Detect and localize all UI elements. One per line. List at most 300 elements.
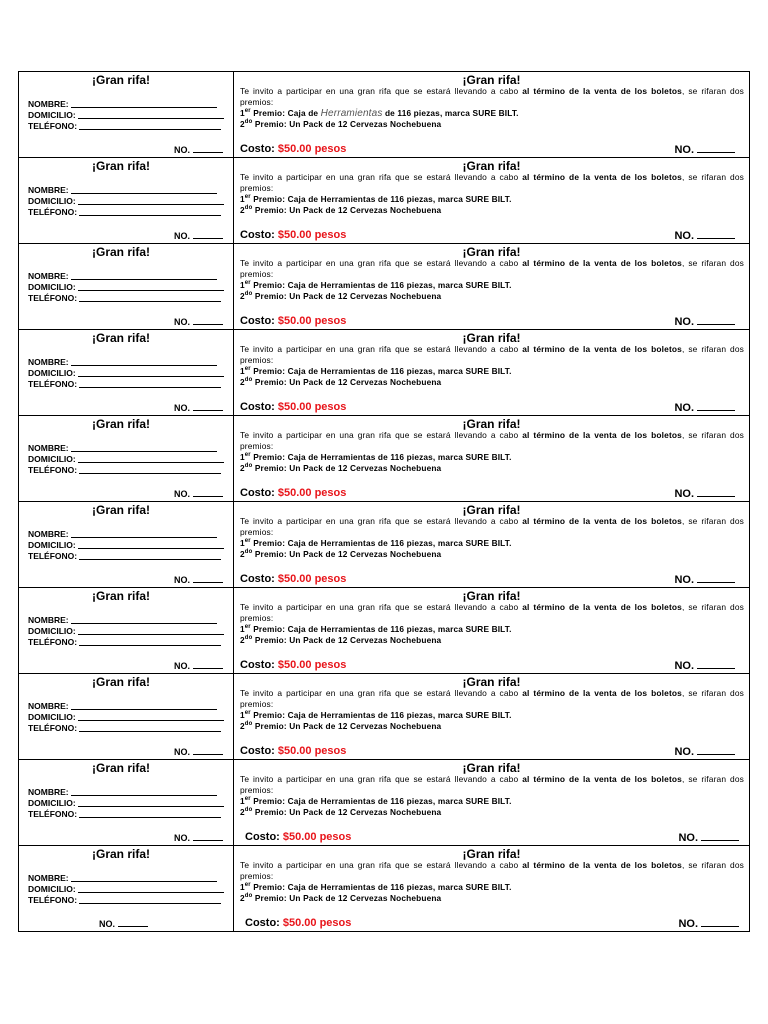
second-prize — [240, 463, 744, 474]
stub-fields — [28, 529, 224, 562]
second-prize-ordinal-suffix: do — [244, 291, 253, 298]
domicilio-blank-line[interactable] — [78, 368, 224, 377]
domicilio-blank-line[interactable] — [78, 454, 224, 463]
ticket-cost — [240, 315, 346, 327]
second-prize-ordinal-suffix: do — [244, 119, 253, 126]
second-prize-ordinal-suffix: do — [244, 893, 253, 900]
stub-fields — [28, 701, 224, 734]
raffle-description — [240, 344, 744, 388]
stub-number-label: NO. — [173, 575, 190, 585]
stub-fields — [28, 271, 224, 304]
nombre-label: NOMBRE: — [28, 529, 69, 539]
nombre-blank-line[interactable] — [71, 873, 217, 882]
domicilio-blank-line[interactable] — [78, 110, 224, 119]
stub-number — [174, 145, 223, 155]
first-prize — [240, 624, 744, 635]
intro-text: Te invito a participar en una gran rifa que se estará llevando a cabo — [240, 602, 519, 612]
nombre-label: NOMBRE: — [28, 443, 69, 453]
nombre-field[interactable] — [28, 787, 224, 798]
second-prize — [240, 807, 744, 818]
intro-tail-text: , se rifaran dos premios: — [240, 688, 744, 709]
first-prize-ordinal: 1 — [240, 882, 245, 892]
first-prize-text: Premio: Caja de Herramientas de 116 piezas, marca SURE BILT. — [253, 710, 512, 720]
telefono-field[interactable] — [28, 637, 224, 648]
first-prize-text: Premio: Caja de Herramientas de 116 piezas, marca SURE BILT. — [253, 194, 512, 204]
cost-amount: $50.00 pesos — [282, 831, 352, 843]
raffle-description — [240, 688, 744, 732]
domicilio-label: DOMICILIO: — [28, 540, 76, 550]
first-prize — [240, 366, 744, 377]
ticket-cost — [240, 573, 346, 585]
domicilio-field[interactable] — [28, 196, 224, 207]
raffle-ticket — [19, 760, 750, 846]
stub-title: ¡Gran rifa! — [91, 675, 150, 689]
intro-bold-text: al término de la venta de los boletos — [522, 774, 682, 784]
telefono-field[interactable] — [28, 895, 224, 906]
main-number-label: NO. — [674, 316, 694, 328]
domicilio-field[interactable] — [28, 884, 224, 895]
main-title: ¡Gran rifa! — [462, 245, 521, 259]
stub-number — [174, 489, 223, 499]
nombre-field[interactable] — [28, 357, 224, 368]
first-prize-text-post: de 116 piezas, marca SURE BILT. — [384, 108, 519, 118]
main-number — [674, 574, 735, 586]
second-prize-text: Premio: Un Pack de 12 Cervezas Nochebuena — [254, 721, 442, 731]
intro-bold-text: al término de la venta de los boletos — [522, 258, 682, 268]
ticket-cost — [240, 487, 346, 499]
telefono-field[interactable] — [28, 379, 224, 390]
first-prize-ordinal: 1 — [240, 194, 245, 204]
second-prize-text: Premio: Un Pack de 12 Cervezas Nochebuena — [254, 205, 442, 215]
main-title: ¡Gran rifa! — [462, 589, 521, 603]
main-title: ¡Gran rifa! — [462, 73, 521, 87]
ticket-cost — [245, 831, 351, 843]
main-number-label: NO. — [674, 144, 694, 156]
nombre-blank-line[interactable] — [71, 185, 217, 194]
first-prize-text: Premio: Caja de Herramientas de 116 piezas, marca SURE BILT. — [253, 280, 512, 290]
stub-number — [174, 231, 223, 241]
stub-title: ¡Gran rifa! — [91, 847, 150, 861]
second-prize-ordinal: 2 — [240, 119, 245, 129]
second-prize — [240, 119, 744, 130]
telefono-label: TELÉFONO: — [28, 809, 78, 819]
main-number-label: NO. — [674, 402, 694, 414]
nombre-blank-line[interactable] — [71, 787, 217, 796]
main-number-blank-line[interactable] — [697, 746, 735, 755]
raffle-description — [240, 516, 744, 560]
stub-number-blank-line[interactable] — [193, 575, 223, 583]
raffle-ticket — [19, 588, 750, 674]
intro-text: Te invito a participar en una gran rifa que se estará llevando a cabo — [240, 86, 519, 96]
first-prize-ordinal: 1 — [240, 452, 245, 462]
cost-amount: $50.00 pesos — [277, 659, 347, 671]
nombre-label: NOMBRE: — [28, 615, 69, 625]
intro-tail-text: , se rifaran dos premios: — [240, 774, 744, 795]
second-prize-text: Premio: Un Pack de 12 Cervezas Nochebuena — [254, 291, 442, 301]
cost-amount: $50.00 pesos — [277, 315, 347, 327]
nombre-field[interactable] — [28, 701, 224, 712]
second-prize-ordinal-suffix: do — [244, 807, 253, 814]
domicilio-field[interactable] — [28, 368, 224, 379]
ticket-main — [234, 330, 750, 415]
second-prize-ordinal: 2 — [240, 291, 245, 301]
domicilio-field[interactable] — [28, 712, 224, 723]
main-number-label: NO. — [678, 832, 698, 844]
stub-number-blank-line[interactable] — [193, 145, 223, 153]
stub-number-label: NO. — [173, 661, 190, 671]
telefono-label: TELÉFONO: — [28, 637, 78, 647]
cost-label: Costo: — [240, 401, 275, 413]
stub-fields — [28, 443, 224, 476]
cost-amount: $50.00 pesos — [277, 401, 347, 413]
intro-text: Te invito a participar en una gran rifa que se estará llevando a cabo — [240, 774, 519, 784]
intro-bold-text: al término de la venta de los boletos — [522, 86, 682, 96]
main-number — [674, 316, 735, 328]
stub-title: ¡Gran rifa! — [91, 331, 150, 345]
domicilio-field[interactable] — [28, 454, 224, 465]
nombre-field[interactable] — [28, 99, 224, 110]
first-prize-ordinal-suffix: er — [244, 280, 251, 287]
domicilio-field[interactable] — [28, 540, 224, 551]
cost-amount: $50.00 pesos — [277, 487, 347, 499]
intro-bold-text: al término de la venta de los boletos — [522, 516, 682, 526]
intro-bold-text: al término de la venta de los boletos — [522, 172, 682, 182]
nombre-label: NOMBRE: — [28, 357, 69, 367]
second-prize-text: Premio: Un Pack de 12 Cervezas Nochebuena — [254, 377, 442, 387]
cost-amount: $50.00 pesos — [282, 917, 352, 929]
intro-tail-text: , se rifaran dos premios: — [240, 86, 744, 107]
stub-number-blank-line[interactable] — [193, 833, 223, 841]
raffle-ticket — [19, 502, 750, 588]
first-prize — [240, 710, 744, 721]
raffle-ticket — [19, 72, 750, 158]
intro-tail-text: , se rifaran dos premios: — [240, 430, 744, 451]
main-number-label: NO. — [674, 230, 694, 242]
telefono-label: TELÉFONO: — [28, 293, 78, 303]
telefono-blank-line[interactable] — [79, 465, 221, 474]
stub-number-label: NO. — [99, 919, 116, 929]
domicilio-label: DOMICILIO: — [28, 282, 76, 292]
ticket-stub — [19, 502, 234, 587]
second-prize-ordinal-suffix: do — [244, 205, 253, 212]
raffle-ticket — [19, 416, 750, 502]
cost-label: Costo: — [240, 229, 275, 241]
first-prize — [240, 796, 744, 807]
second-prize-ordinal: 2 — [240, 893, 245, 903]
second-prize-text: Premio: Un Pack de 12 Cervezas Nochebuena — [254, 893, 442, 903]
raffle-ticket — [19, 244, 750, 330]
intro-text: Te invito a participar en una gran rifa que se estará llevando a cabo — [240, 688, 519, 698]
domicilio-blank-line[interactable] — [78, 282, 224, 291]
telefono-blank-line[interactable] — [79, 293, 221, 302]
nombre-blank-line[interactable] — [71, 271, 217, 280]
first-prize-text: Premio: Caja de Herramientas de 116 piezas, marca SURE BILT. — [253, 882, 512, 892]
telefono-blank-line[interactable] — [79, 551, 221, 560]
main-number-blank-line[interactable] — [701, 918, 739, 927]
raffle-description — [240, 430, 744, 474]
intro-text: Te invito a participar en una gran rifa que se estará llevando a cabo — [240, 172, 519, 182]
domicilio-label: DOMICILIO: — [28, 626, 76, 636]
ticket-main — [234, 502, 750, 587]
intro-tail-text: , se rifaran dos premios: — [240, 516, 744, 537]
second-prize-text: Premio: Un Pack de 12 Cervezas Nochebuena — [254, 635, 442, 645]
stub-fields — [28, 787, 224, 820]
second-prize — [240, 549, 744, 560]
cost-label: Costo: — [240, 315, 275, 327]
telefono-field[interactable] — [28, 723, 224, 734]
raffle-ticket — [19, 846, 750, 932]
second-prize-ordinal-suffix: do — [244, 463, 253, 470]
second-prize — [240, 291, 744, 302]
ticket-stub — [19, 72, 234, 157]
stub-number-label: NO. — [173, 317, 190, 327]
stub-fields — [28, 615, 224, 648]
stub-number-blank-line[interactable] — [118, 919, 148, 927]
telefono-field[interactable] — [28, 551, 224, 562]
telefono-blank-line[interactable] — [79, 723, 221, 732]
main-title: ¡Gran rifa! — [462, 675, 521, 689]
intro-bold-text: al término de la venta de los boletos — [522, 344, 682, 354]
telefono-blank-line[interactable] — [79, 207, 221, 216]
stub-number-blank-line[interactable] — [193, 661, 223, 669]
first-prize — [240, 280, 744, 291]
domicilio-blank-line[interactable] — [78, 540, 224, 549]
first-prize-ordinal: 1 — [240, 108, 245, 118]
main-number-blank-line[interactable] — [697, 660, 735, 669]
ticket-main — [234, 244, 750, 329]
raffle-ticket — [19, 330, 750, 416]
stub-number-blank-line[interactable] — [193, 317, 223, 325]
intro-text: Te invito a participar en una gran rifa que se estará llevando a cabo — [240, 344, 519, 354]
raffle-ticket — [19, 158, 750, 244]
nombre-field[interactable] — [28, 185, 224, 196]
main-number-blank-line[interactable] — [701, 832, 739, 841]
ticket-main — [234, 760, 750, 845]
stub-title: ¡Gran rifa! — [91, 589, 150, 603]
nombre-field[interactable] — [28, 529, 224, 540]
second-prize-text: Premio: Un Pack de 12 Cervezas Nochebuena — [254, 119, 442, 129]
intro-bold-text: al término de la venta de los boletos — [522, 602, 682, 612]
intro-tail-text: , se rifaran dos premios: — [240, 258, 744, 279]
nombre-label: NOMBRE: — [28, 873, 69, 883]
second-prize-ordinal: 2 — [240, 635, 245, 645]
stub-number-blank-line[interactable] — [193, 231, 223, 239]
nombre-field[interactable] — [28, 443, 224, 454]
first-prize-ordinal-suffix: er — [244, 108, 251, 115]
telefono-label: TELÉFONO: — [28, 895, 78, 905]
nombre-blank-line[interactable] — [71, 357, 217, 366]
raffle-description — [240, 258, 744, 302]
main-number-blank-line[interactable] — [697, 488, 735, 497]
intro-tail-text: , se rifaran dos premios: — [240, 344, 744, 365]
stub-title: ¡Gran rifa! — [91, 245, 150, 259]
first-prize-ordinal-suffix: er — [244, 796, 251, 803]
domicilio-label: DOMICILIO: — [28, 798, 76, 808]
ticket-stub — [19, 244, 234, 329]
nombre-blank-line[interactable] — [71, 701, 217, 710]
nombre-label: NOMBRE: — [28, 185, 69, 195]
cost-label: Costo: — [240, 573, 275, 585]
first-prize-text-pre: Premio: Caja de — [253, 108, 319, 118]
cost-amount: $50.00 pesos — [277, 745, 347, 757]
nombre-field[interactable] — [28, 271, 224, 282]
ticket-main — [234, 416, 750, 501]
telefono-field[interactable] — [28, 465, 224, 476]
main-title: ¡Gran rifa! — [462, 331, 521, 345]
domicilio-blank-line[interactable] — [78, 884, 224, 893]
telefono-field[interactable] — [28, 207, 224, 218]
intro-bold-text: al término de la venta de los boletos — [522, 430, 682, 440]
main-number-blank-line[interactable] — [697, 316, 735, 325]
telefono-field[interactable] — [28, 809, 224, 820]
main-title: ¡Gran rifa! — [462, 503, 521, 517]
intro-text: Te invito a participar en una gran rifa que se estará llevando a cabo — [240, 860, 519, 870]
main-number-blank-line[interactable] — [697, 402, 735, 411]
stub-number — [99, 919, 148, 929]
first-prize-ordinal-suffix: er — [244, 538, 251, 545]
stub-number-label: NO. — [173, 747, 190, 757]
stub-number-label: NO. — [173, 145, 190, 155]
domicilio-blank-line[interactable] — [78, 626, 224, 635]
nombre-blank-line[interactable] — [71, 529, 217, 538]
telefono-blank-line[interactable] — [79, 121, 221, 130]
stub-number-label: NO. — [173, 231, 190, 241]
stub-number-blank-line[interactable] — [193, 403, 223, 411]
main-title: ¡Gran rifa! — [462, 417, 521, 431]
telefono-label: TELÉFONO: — [28, 379, 78, 389]
raffle-description — [240, 860, 744, 904]
second-prize-text: Premio: Un Pack de 12 Cervezas Nochebuena — [254, 549, 442, 559]
main-number-blank-line[interactable] — [697, 574, 735, 583]
ticket-stub — [19, 760, 234, 845]
domicilio-blank-line[interactable] — [78, 798, 224, 807]
ticket-main — [234, 72, 750, 157]
first-prize-text-herramientas: Herramientas — [320, 108, 383, 119]
main-number-label: NO. — [674, 488, 694, 500]
first-prize-ordinal: 1 — [240, 710, 245, 720]
nombre-label: NOMBRE: — [28, 271, 69, 281]
domicilio-label: DOMICILIO: — [28, 454, 76, 464]
domicilio-label: DOMICILIO: — [28, 368, 76, 378]
second-prize-ordinal-suffix: do — [244, 721, 253, 728]
ticket-stub — [19, 588, 234, 673]
second-prize-ordinal-suffix: do — [244, 377, 253, 384]
main-title: ¡Gran rifa! — [462, 159, 521, 173]
nombre-blank-line[interactable] — [71, 615, 217, 624]
main-title: ¡Gran rifa! — [462, 847, 521, 861]
ticket-main — [234, 846, 750, 931]
nombre-blank-line[interactable] — [71, 443, 217, 452]
second-prize — [240, 377, 744, 388]
ticket-stub — [19, 158, 234, 243]
second-prize — [240, 893, 744, 904]
intro-tail-text: , se rifaran dos premios: — [240, 602, 744, 623]
raffle-description — [240, 602, 744, 646]
intro-text: Te invito a participar en una gran rifa que se estará llevando a cabo — [240, 516, 519, 526]
nombre-label: NOMBRE: — [28, 787, 69, 797]
domicilio-field[interactable] — [28, 798, 224, 809]
first-prize-ordinal-suffix: er — [244, 366, 251, 373]
intro-bold-text: al término de la venta de los boletos — [522, 688, 682, 698]
telefono-blank-line[interactable] — [79, 895, 221, 904]
first-prize-ordinal-suffix: er — [244, 452, 251, 459]
cost-amount: $50.00 pesos — [277, 573, 347, 585]
cost-label: Costo: — [240, 745, 275, 757]
second-prize — [240, 635, 744, 646]
first-prize-text: Premio: Caja de Herramientas de 116 piezas, marca SURE BILT. — [253, 366, 512, 376]
telefono-label: TELÉFONO: — [28, 121, 78, 131]
first-prize-text: Premio: Caja de Herramientas de 116 piezas, marca SURE BILT. — [253, 624, 512, 634]
telefono-field[interactable] — [28, 293, 224, 304]
nombre-blank-line[interactable] — [71, 99, 217, 108]
second-prize-ordinal: 2 — [240, 205, 245, 215]
second-prize-ordinal: 2 — [240, 377, 245, 387]
raffle-description — [240, 172, 744, 216]
first-prize-ordinal-suffix: er — [244, 710, 251, 717]
telefono-blank-line[interactable] — [79, 379, 221, 388]
second-prize-ordinal-suffix: do — [244, 549, 253, 556]
nombre-label: NOMBRE: — [28, 701, 69, 711]
telefono-blank-line[interactable] — [79, 809, 221, 818]
first-prize-ordinal-suffix: er — [244, 194, 251, 201]
stub-title: ¡Gran rifa! — [91, 503, 150, 517]
main-number-blank-line[interactable] — [697, 144, 735, 153]
cost-label: Costo: — [240, 659, 275, 671]
domicilio-field[interactable] — [28, 626, 224, 637]
first-prize — [240, 194, 744, 205]
domicilio-label: DOMICILIO: — [28, 196, 76, 206]
second-prize-text: Premio: Un Pack de 12 Cervezas Nochebuena — [254, 807, 442, 817]
nombre-field[interactable] — [28, 873, 224, 884]
stub-number-blank-line[interactable] — [193, 747, 223, 755]
ticket-cost — [240, 659, 346, 671]
main-number — [678, 832, 739, 844]
raffle-ticket-sheet — [18, 71, 750, 932]
first-prize — [240, 108, 744, 119]
first-prize — [240, 882, 744, 893]
stub-number — [174, 575, 223, 585]
stub-number-label: NO. — [173, 833, 190, 843]
first-prize — [240, 452, 744, 463]
nombre-field[interactable] — [28, 615, 224, 626]
raffle-description — [240, 774, 744, 818]
second-prize-text: Premio: Un Pack de 12 Cervezas Nochebuena — [254, 463, 442, 473]
second-prize-ordinal-suffix: do — [244, 635, 253, 642]
stub-number — [174, 833, 223, 843]
cost-label: Costo: — [245, 831, 280, 843]
main-number-label: NO. — [674, 746, 694, 758]
first-prize-styled-text — [253, 108, 518, 118]
telefono-field[interactable] — [28, 121, 224, 132]
raffle-description — [240, 86, 744, 130]
main-number — [674, 488, 735, 500]
domicilio-field[interactable] — [28, 110, 224, 121]
main-number — [674, 660, 735, 672]
domicilio-field[interactable] — [28, 282, 224, 293]
second-prize-ordinal: 2 — [240, 463, 245, 473]
stub-number-blank-line[interactable] — [193, 489, 223, 497]
main-number-blank-line[interactable] — [697, 230, 735, 239]
domicilio-blank-line[interactable] — [78, 196, 224, 205]
telefono-blank-line[interactable] — [79, 637, 221, 646]
ticket-cost — [240, 401, 346, 413]
first-prize-ordinal-suffix: er — [244, 882, 251, 889]
domicilio-blank-line[interactable] — [78, 712, 224, 721]
main-number-label: NO. — [674, 660, 694, 672]
second-prize-ordinal: 2 — [240, 807, 245, 817]
domicilio-label: DOMICILIO: — [28, 884, 76, 894]
first-prize-ordinal: 1 — [240, 538, 245, 548]
